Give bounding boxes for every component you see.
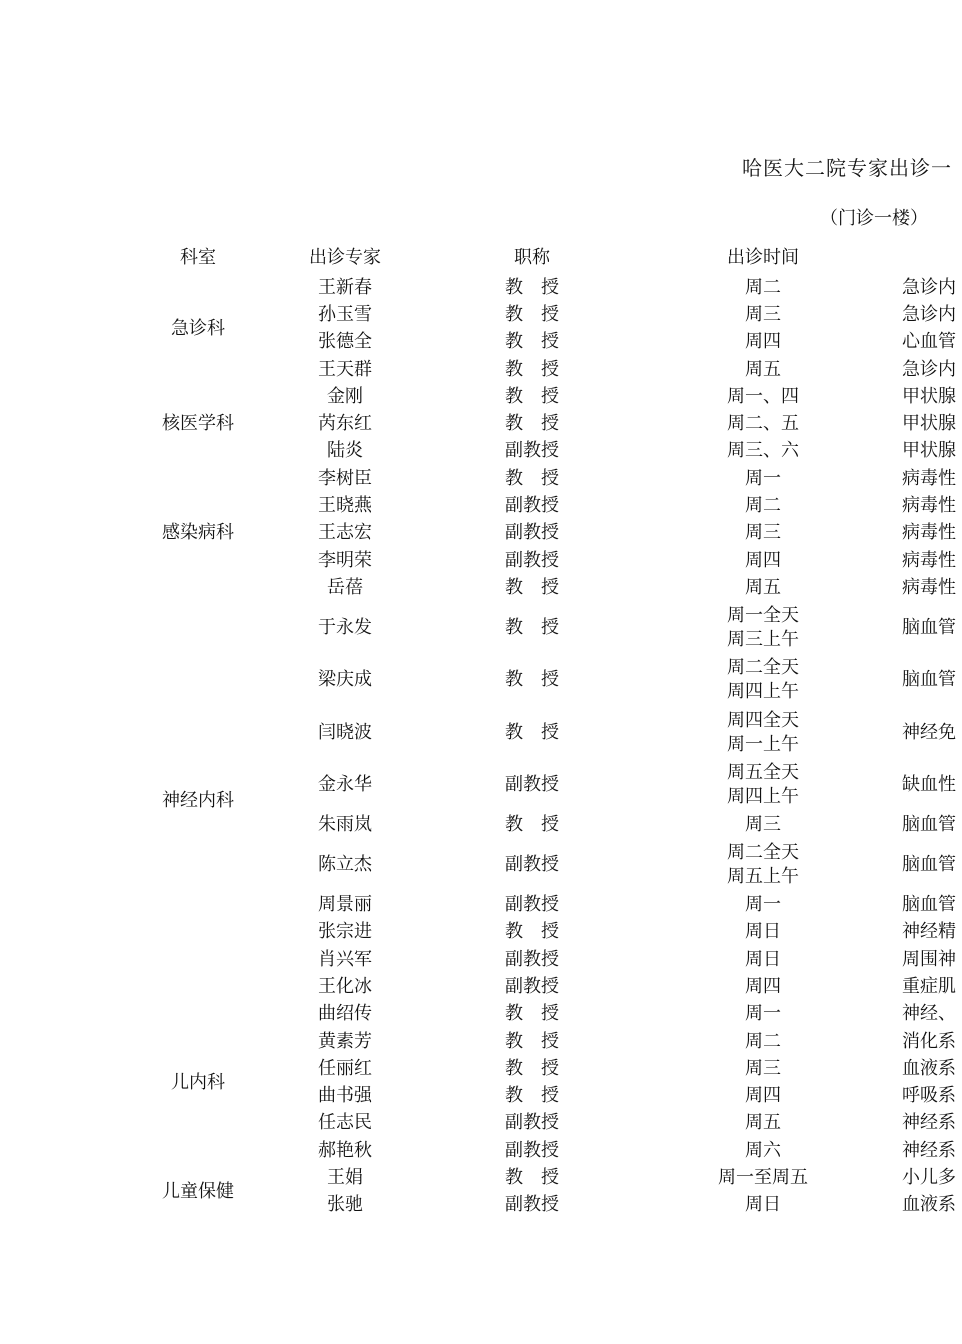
header-doctor: 出诊专家 [309, 247, 381, 268]
clinic-time-line: 周四全天 [727, 709, 799, 731]
doctor-name: 芮东红 [318, 413, 372, 435]
specialty: 呼吸系 [902, 1085, 956, 1107]
specialty: 病毒性 [902, 576, 956, 598]
clinic-time: 周六 [745, 1139, 781, 1161]
specialty: 脑血管 [902, 616, 956, 638]
clinic-time-line: 周五上午 [727, 865, 799, 887]
doctor-name: 周景丽 [318, 894, 372, 916]
clinic-time: 周五 [745, 358, 781, 380]
specialty: 脑血管 [902, 814, 956, 836]
doctor-rank: 教 授 [505, 303, 559, 325]
doctor-rank: 教 授 [505, 616, 559, 638]
doctor-name: 任丽红 [318, 1057, 372, 1079]
clinic-time-line: 周一全天 [727, 604, 799, 626]
clinic-time-line: 周四上午 [727, 786, 799, 808]
doctor-name: 王新春 [318, 276, 372, 298]
doctor-name: 孙玉雪 [318, 303, 372, 325]
clinic-time-line: 周二全天 [727, 841, 799, 863]
header-dept: 科室 [180, 247, 216, 268]
specialty: 重症肌 [902, 975, 956, 997]
doctor-rank: 副教授 [505, 495, 559, 517]
clinic-time: 周四 [745, 975, 781, 997]
specialty: 病毒性 [902, 522, 956, 544]
specialty: 甲状腺 [902, 385, 956, 407]
department-name: 感染病科 [162, 522, 234, 544]
doctor-name: 张宗进 [318, 921, 372, 943]
specialty: 消化系 [902, 1030, 956, 1052]
department-name: 急诊科 [171, 317, 225, 339]
specialty: 脑血管 [902, 669, 956, 691]
clinic-time: 周日 [745, 948, 781, 970]
page-title: 哈医大二院专家出诊一 [742, 156, 952, 180]
clinic-time: 周二 [745, 1030, 781, 1052]
clinic-time-line: 周三上午 [727, 628, 799, 650]
specialty: 神经系 [902, 1139, 956, 1161]
header-time: 出诊时间 [727, 247, 799, 268]
doctor-rank: 教 授 [505, 1085, 559, 1107]
doctor-rank: 副教授 [505, 975, 559, 997]
doctor-rank: 教 授 [505, 1030, 559, 1052]
specialty: 病毒性 [902, 549, 956, 571]
clinic-time: 周一 [745, 894, 781, 916]
specialty: 血液系 [902, 1194, 956, 1216]
specialty: 甲状腺 [902, 413, 956, 435]
specialty: 急诊内 [902, 303, 956, 325]
specialty: 血液系 [902, 1057, 956, 1079]
doctor-name: 肖兴军 [318, 948, 372, 970]
clinic-time: 周二 [745, 495, 781, 517]
specialty: 急诊内 [902, 276, 956, 298]
doctor-rank: 副教授 [505, 774, 559, 796]
doctor-name: 岳蓓 [327, 576, 363, 598]
doctor-name: 张德全 [318, 331, 372, 353]
doctor-rank: 教 授 [505, 1167, 559, 1189]
doctor-rank: 教 授 [505, 669, 559, 691]
specialty: 脑血管 [902, 894, 956, 916]
doctor-name: 曲书强 [318, 1085, 372, 1107]
clinic-time: 周一、四 [727, 385, 799, 407]
clinic-time: 周一 [745, 467, 781, 489]
clinic-time: 周三 [745, 1057, 781, 1079]
doctor-rank: 教 授 [505, 331, 559, 353]
clinic-time-line: 周五全天 [727, 762, 799, 784]
clinic-time: 周日 [745, 921, 781, 943]
doctor-name: 王天群 [318, 358, 372, 380]
doctor-rank: 副教授 [505, 1194, 559, 1216]
clinic-time: 周三 [745, 814, 781, 836]
department-name: 儿童保健 [162, 1180, 234, 1202]
clinic-time: 周二、五 [727, 413, 799, 435]
doctor-name: 曲绍传 [318, 1003, 372, 1025]
doctor-rank: 教 授 [505, 814, 559, 836]
doctor-rank: 教 授 [505, 1003, 559, 1025]
doctor-rank: 教 授 [505, 358, 559, 380]
specialty: 急诊内 [902, 358, 956, 380]
specialty: 病毒性 [902, 495, 956, 517]
clinic-time: 周三 [745, 303, 781, 325]
specialty: 小儿多 [902, 1167, 956, 1189]
specialty: 神经、 [902, 1003, 956, 1025]
specialty: 心血管 [902, 331, 956, 353]
doctor-rank: 教 授 [505, 467, 559, 489]
doctor-rank: 教 授 [505, 1057, 559, 1079]
doctor-name: 王晓燕 [318, 495, 372, 517]
clinic-time: 周四 [745, 1085, 781, 1107]
doctor-name: 张驰 [327, 1194, 363, 1216]
clinic-time-line: 周四上午 [727, 681, 799, 703]
department-name: 核医学科 [162, 413, 234, 435]
doctor-rank: 教 授 [505, 576, 559, 598]
department-name: 神经内科 [162, 790, 234, 812]
doctor-name: 于永发 [318, 616, 372, 638]
doctor-rank: 副教授 [505, 549, 559, 571]
clinic-time: 周一至周五 [718, 1167, 808, 1189]
specialty: 神经精 [902, 921, 956, 943]
clinic-time: 周四 [745, 549, 781, 571]
clinic-time: 周一 [745, 1003, 781, 1025]
doctor-name: 闫晓波 [318, 721, 372, 743]
doctor-name: 朱雨岚 [318, 814, 372, 836]
doctor-name: 陈立杰 [318, 854, 372, 876]
specialty: 缺血性 [902, 774, 956, 796]
specialty: 神经系 [902, 1112, 956, 1134]
doctor-name: 李树臣 [318, 467, 372, 489]
doctor-rank: 教 授 [505, 721, 559, 743]
specialty: 甲状腺 [902, 440, 956, 462]
doctor-rank: 教 授 [505, 276, 559, 298]
clinic-time-line: 周一上午 [727, 733, 799, 755]
department-name: 儿内科 [171, 1071, 225, 1093]
header-rank: 职称 [514, 247, 550, 268]
clinic-time: 周五 [745, 1112, 781, 1134]
doctor-rank: 副教授 [505, 522, 559, 544]
clinic-time: 周日 [745, 1194, 781, 1216]
specialty: 脑血管 [902, 854, 956, 876]
page-subtitle: （门诊一楼） [820, 208, 928, 229]
clinic-time: 周四 [745, 331, 781, 353]
doctor-rank: 副教授 [505, 854, 559, 876]
doctor-name: 金永华 [318, 774, 372, 796]
specialty: 周围神 [902, 948, 956, 970]
doctor-name: 郝艳秋 [318, 1139, 372, 1161]
clinic-time: 周三、六 [727, 440, 799, 462]
specialty: 神经免 [902, 721, 956, 743]
doctor-name: 王化冰 [318, 975, 372, 997]
doctor-rank: 教 授 [505, 413, 559, 435]
specialty: 病毒性 [902, 467, 956, 489]
doctor-rank: 副教授 [505, 948, 559, 970]
doctor-name: 陆炎 [327, 440, 363, 462]
doctor-rank: 副教授 [505, 440, 559, 462]
doctor-name: 任志民 [318, 1112, 372, 1134]
doctor-name: 王娟 [327, 1167, 363, 1189]
doctor-rank: 副教授 [505, 1112, 559, 1134]
doctor-rank: 教 授 [505, 385, 559, 407]
clinic-time: 周二 [745, 276, 781, 298]
doctor-rank: 副教授 [505, 1139, 559, 1161]
doctor-name: 梁庆成 [318, 669, 372, 691]
clinic-time: 周五 [745, 576, 781, 598]
doctor-name: 金刚 [327, 385, 363, 407]
clinic-time: 周三 [745, 522, 781, 544]
doctor-name: 李明荣 [318, 549, 372, 571]
doctor-name: 黄素芳 [318, 1030, 372, 1052]
doctor-rank: 教 授 [505, 921, 559, 943]
doctor-rank: 副教授 [505, 894, 559, 916]
doctor-name: 王志宏 [318, 522, 372, 544]
clinic-time-line: 周二全天 [727, 657, 799, 679]
